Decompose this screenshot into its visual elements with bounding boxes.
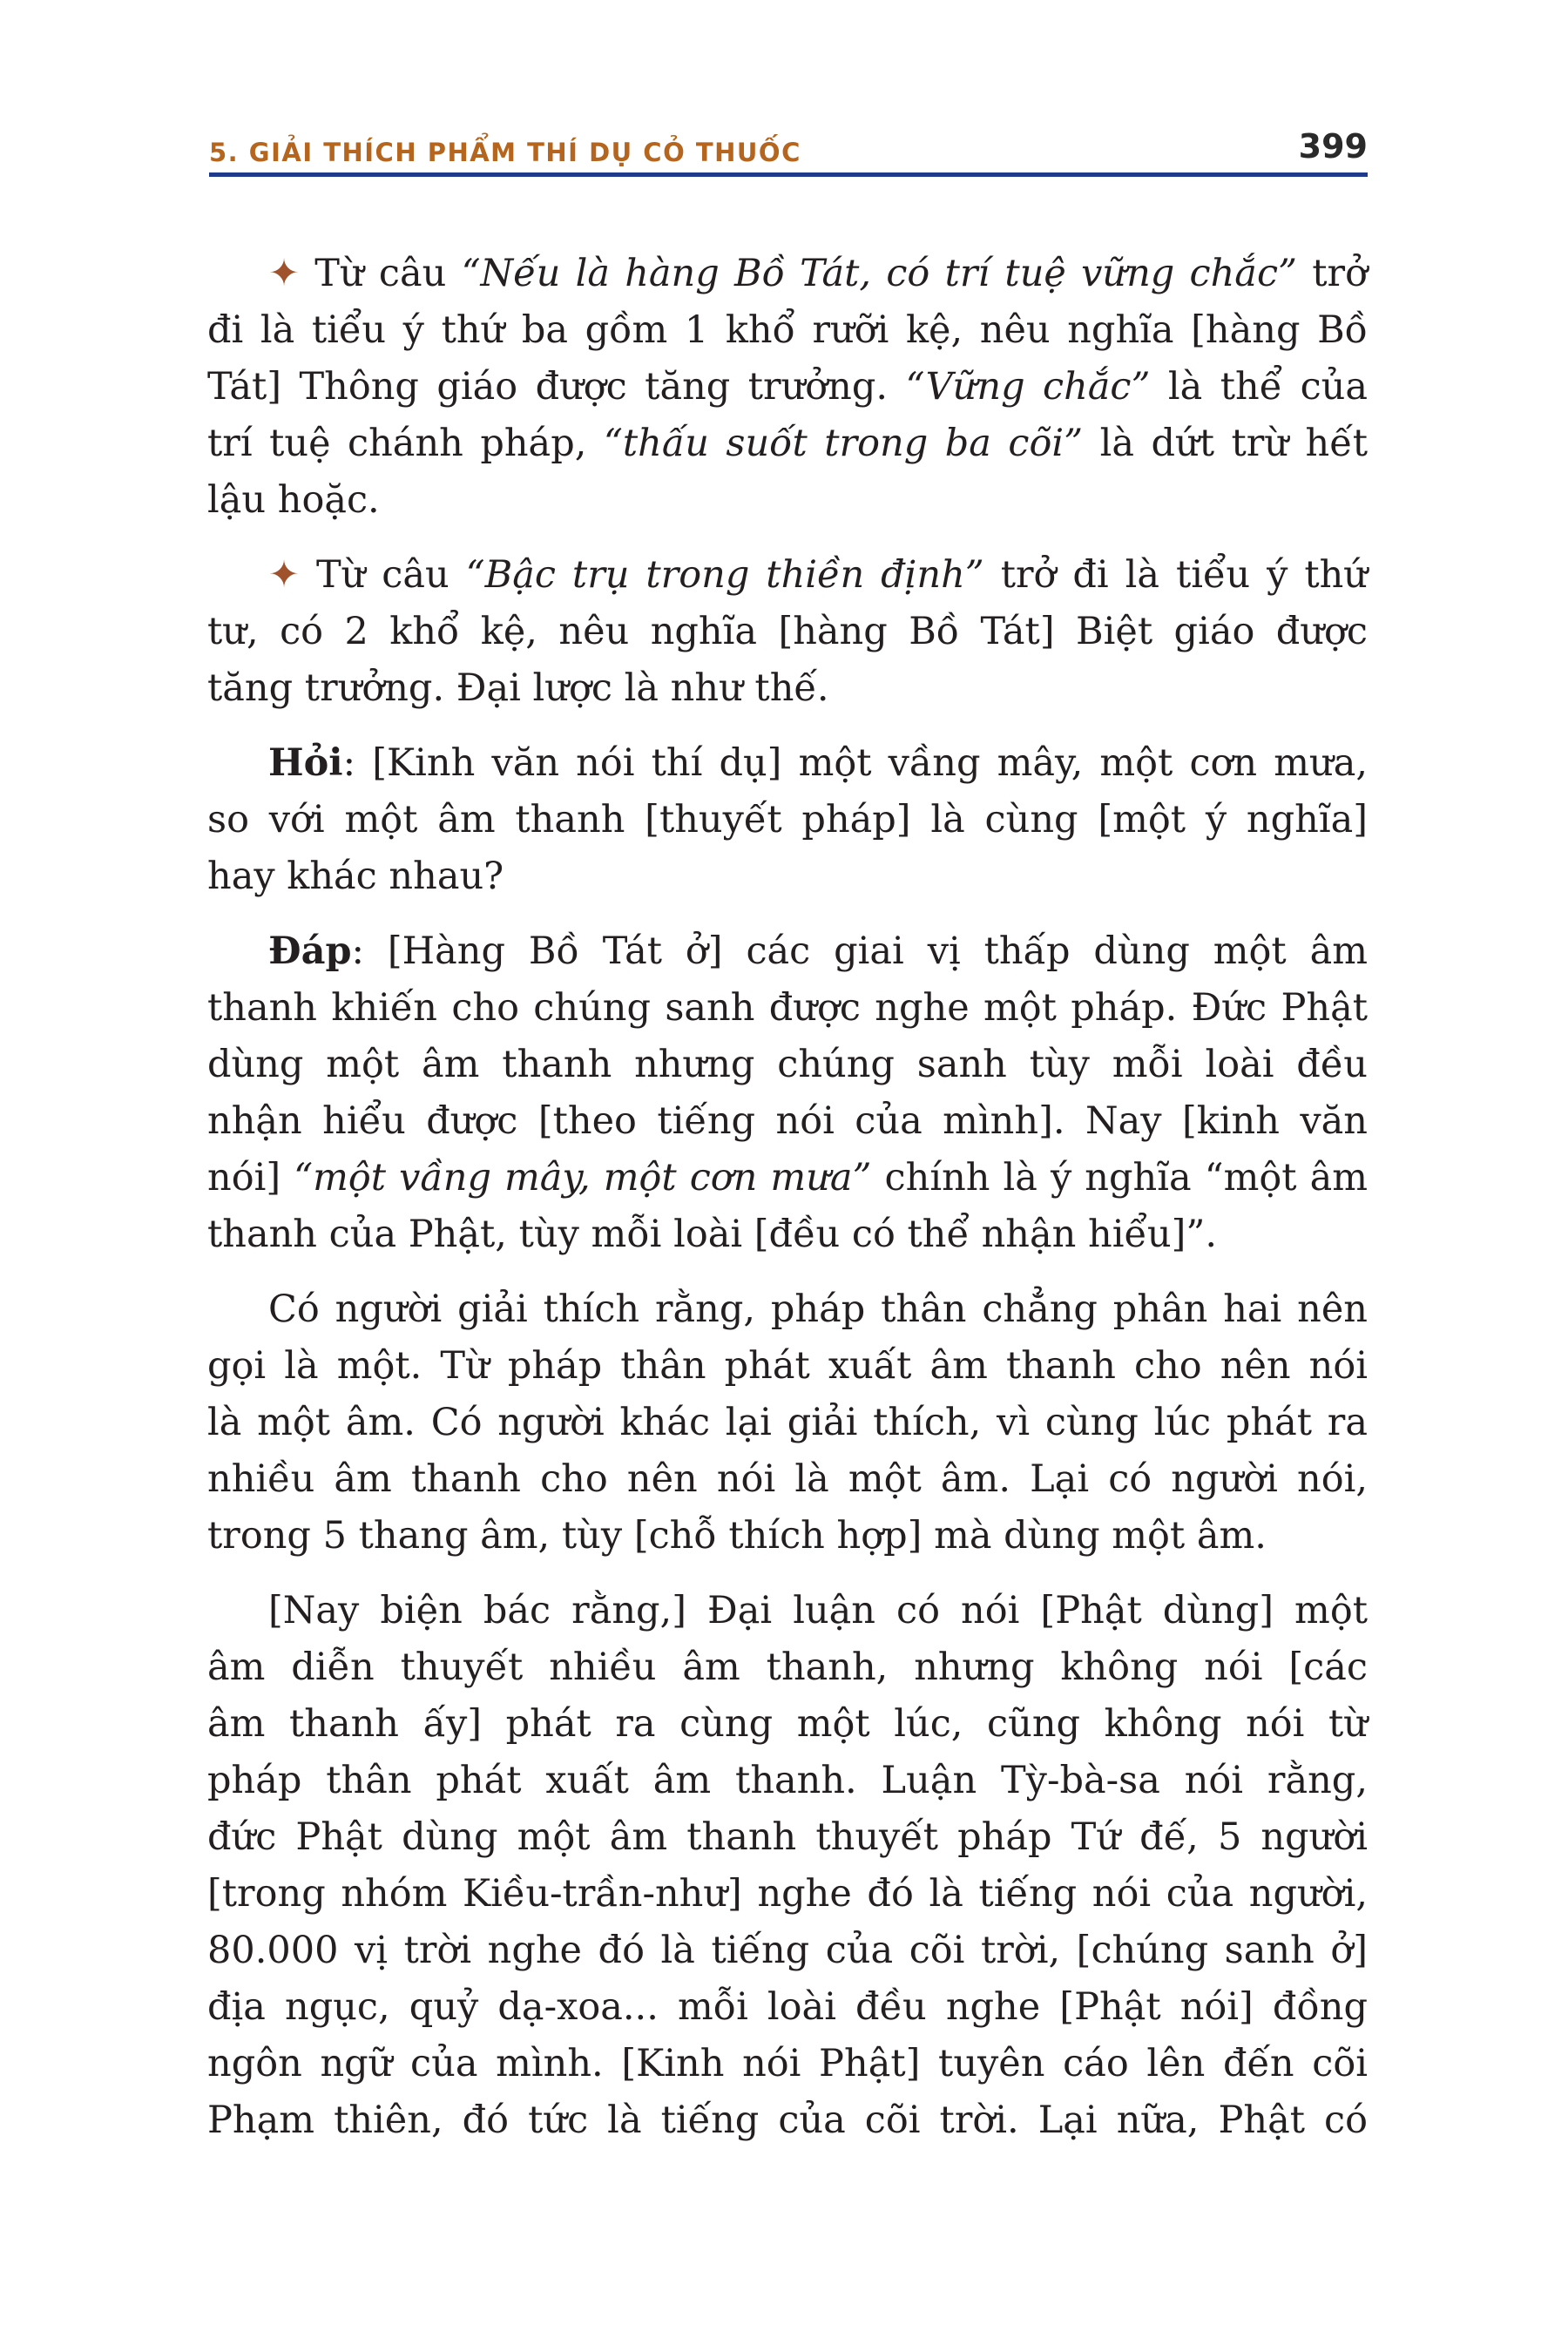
text-line: so với một âm thanh [thuyết pháp] là cùng [một ý nghĩa] bbox=[207, 798, 1368, 841]
text-line: nhiều âm thanh cho nên nói là một âm. Lại có người nói, bbox=[207, 1457, 1368, 1501]
text-line: ✦ Từ câu “Nếu là hàng Bồ Tát, có trí tuệ vững chắc” trở bbox=[268, 252, 1368, 295]
text-line: Có người giải thích rằng, pháp thân chẳng phân hai nên bbox=[268, 1288, 1368, 1331]
text-line: dùng một âm thanh nhưng chúng sanh tùy mỗi loài đều bbox=[207, 1043, 1368, 1086]
text-line: nói] “một vầng mây, một cơn mưa” chính là ý nghĩa “một âm bbox=[207, 1156, 1368, 1200]
paragraph-answer bbox=[207, 923, 1368, 1263]
text-line: gọi là một. Từ pháp thân phát xuất âm thanh cho nên nói bbox=[207, 1344, 1368, 1388]
text-line: hay khác nhau? bbox=[207, 855, 504, 898]
text-line: âm diễn thuyết nhiều âm thanh, nhưng không nói [các bbox=[207, 1646, 1368, 1689]
quote: “thấu suốt trong ba cõi” bbox=[603, 422, 1084, 465]
paragraph-2 bbox=[207, 547, 1368, 717]
text-line: tăng trưởng. Đại lược là như thế. bbox=[207, 666, 829, 710]
paragraph-question bbox=[207, 735, 1368, 905]
text-line: thanh của Phật, tùy mỗi loài [đều có thể nhận hiểu]”. bbox=[207, 1213, 1218, 1256]
paragraph-1 bbox=[207, 246, 1368, 529]
paragraph-6 bbox=[207, 1583, 1368, 2149]
text-line: trí tuệ chánh pháp, “thấu suốt trong ba cõi” là dứt trừ hết bbox=[207, 422, 1368, 465]
page-number: 399 bbox=[1298, 127, 1368, 166]
running-header bbox=[209, 120, 1368, 177]
text-line: Hỏi: [Kinh văn nói thí dụ] một vầng mây, một cơn mưa, bbox=[268, 741, 1368, 785]
quote: “Nếu là hàng Bồ Tát, có trí tuệ vững chắc” bbox=[461, 252, 1298, 295]
text-line: 80.000 vị trời nghe đó là tiếng của cõi trời, [chúng sanh ở] bbox=[207, 1929, 1368, 1972]
quote: “Vững chắc” bbox=[905, 365, 1151, 409]
bullet-star-icon: ✦ bbox=[268, 553, 301, 597]
text-line: đức Phật dùng một âm thanh thuyết pháp Tứ đế, 5 người bbox=[207, 1815, 1368, 1859]
text-line: [trong nhóm Kiều-trần-như] nghe đó là tiếng nói của người, bbox=[207, 1872, 1368, 1916]
question-label: Hỏi bbox=[268, 741, 343, 785]
text-line: pháp thân phát xuất âm thanh. Luận Tỳ-bà-sa nói rằng, bbox=[207, 1759, 1368, 1802]
page-body bbox=[207, 246, 1368, 2167]
quote: “một vầng mây, một cơn mưa” bbox=[294, 1156, 872, 1200]
text-line: thanh khiến cho chúng sanh được nghe một pháp. Đức Phật bbox=[207, 986, 1368, 1030]
bullet-star-icon: ✦ bbox=[268, 252, 301, 295]
text-line: [Nay biện bác rằng,] Đại luận có nói [Phật dùng] một bbox=[268, 1589, 1368, 1632]
text-line: âm thanh ấy] phát ra cùng một lúc, cũng không nói từ bbox=[207, 1702, 1368, 1746]
text-line: là một âm. Có người khác lại giải thích, vì cùng lúc phát ra bbox=[207, 1401, 1368, 1444]
text-line: Phạm thiên, đó tức là tiếng của cõi trời. Lại nữa, Phật có bbox=[207, 2099, 1368, 2142]
text-line: địa ngục, quỷ dạ-xoa... mỗi loài đều nghe [Phật nói] đồng bbox=[207, 1985, 1368, 2029]
text-line: Đáp: [Hàng Bồ Tát ở] các giai vị thấp dùng một âm bbox=[268, 929, 1368, 973]
text-line: lậu hoặc. bbox=[207, 478, 380, 522]
answer-label: Đáp bbox=[268, 929, 352, 973]
text-line: Tát] Thông giáo được tăng trưởng. “Vững chắc” là thể của bbox=[207, 365, 1368, 409]
paragraph-5 bbox=[207, 1281, 1368, 1565]
text-line: ✦ Từ câu “Bậc trụ trong thiền định” trở đi là tiểu ý thứ bbox=[268, 553, 1368, 597]
text-line: nhận hiểu được [theo tiếng nói của mình]. Nay [kinh văn bbox=[207, 1099, 1368, 1143]
text-line: tư, có 2 khổ kệ, nêu nghĩa [hàng Bồ Tát] Biệt giáo được bbox=[207, 610, 1368, 653]
quote: “Bậc trụ trong thiền định” bbox=[465, 553, 984, 597]
text-line: ngôn ngữ của mình. [Kinh nói Phật] tuyên cáo lên đến cõi bbox=[207, 2042, 1368, 2085]
text-line: trong 5 thang âm, tùy [chỗ thích hợp] mà dùng một âm. bbox=[207, 1514, 1267, 1558]
text-line: đi là tiểu ý thứ ba gồm 1 khổ rưỡi kệ, nêu nghĩa [hàng Bồ bbox=[207, 308, 1368, 352]
chapter-title: 5. GIẢI THÍCH PHẨM THÍ DỤ CỎ THUỐC bbox=[209, 138, 801, 167]
